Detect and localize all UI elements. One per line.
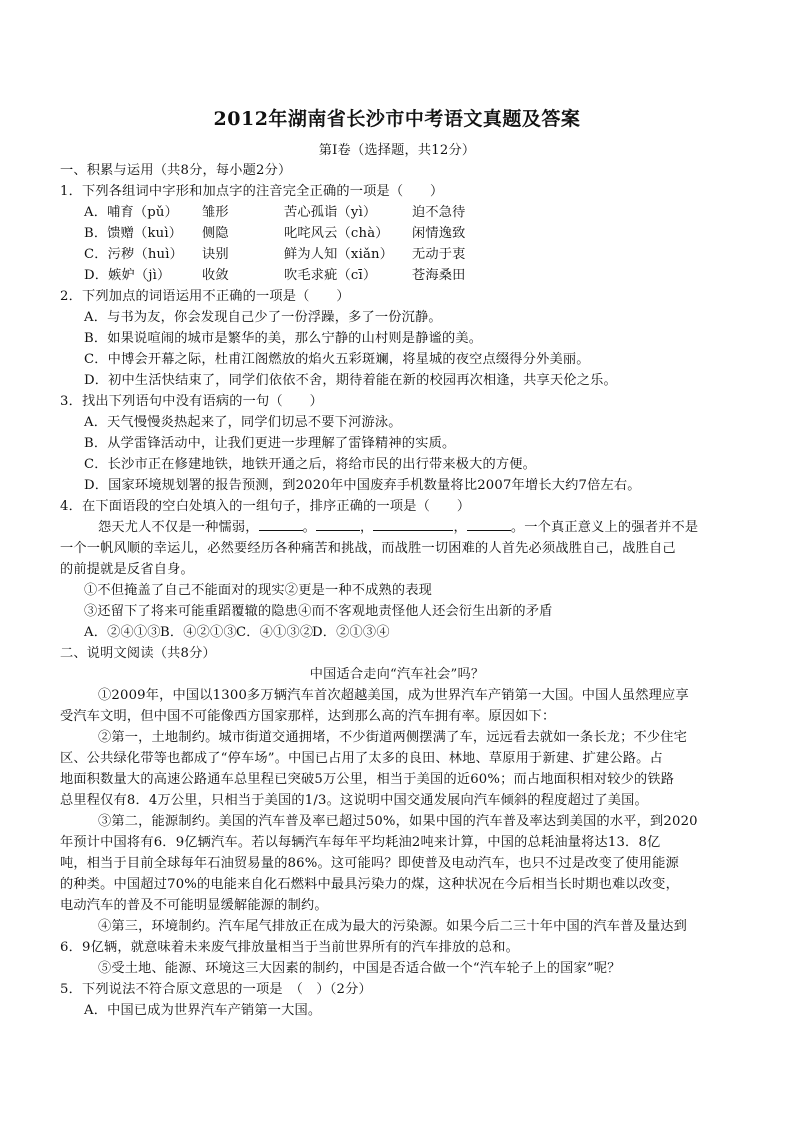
punctuation: ， <box>360 520 374 535</box>
question-1-option-b <box>84 223 466 244</box>
article-line: 总里程仅有8．4万公里，只相当于美国的1/3。这说明中国交通发展向汽车倾斜的程度超过了美国。 <box>60 793 648 808</box>
option-term: 叱咤风云（chà） <box>284 226 389 241</box>
answer-c: C．④①③② <box>236 625 314 640</box>
question-4-paragraph-line-3: 的前提就是反省自身。 <box>60 562 194 577</box>
question-4-choices-2: ③还留下了将来可能重蹈覆辙的隐患④而不客观地责怪他人还会衍生出新的矛盾 <box>84 604 553 619</box>
volume-header: 第Ⅰ卷（选择题，共12分） <box>318 143 476 158</box>
question-4-paragraph-line-1 <box>98 517 698 538</box>
article-line: 电动汽车的普及不可能明显缓解能源的制约。 <box>60 898 328 913</box>
question-3-option-d: D．国家环境规划署的报告预测，到2020年中国废弃手机数量将比2007年增长大约7倍左右。 <box>84 478 641 493</box>
blank-3 <box>373 518 453 531</box>
question-3-option-a: A．天气慢慢炎热起来了，同学们切忌不要下河游泳。 <box>84 415 402 430</box>
option-term: 闲情逸致 <box>412 226 466 241</box>
section-2-header: 二、说明文阅读（共8分） <box>60 646 216 661</box>
question-5-option-a: A．中国已成为世界汽车产销第一大国。 <box>84 1003 322 1018</box>
option-term: 雏形 <box>202 205 229 220</box>
option-term: 鲜为人知（xiǎn） <box>284 247 394 262</box>
page-title: 2012年湖南省长沙市中考语文真题及答案 <box>213 108 581 130</box>
article-line: 吨，相当于目前全球每年石油贸易量的86%。这可能吗？即使普及电动汽车，也只不过是改变了使用能源 <box>60 856 679 871</box>
question-4-choices-1: ①不但掩盖了自己不能面对的现实②更是一种不成熟的表现 <box>84 583 433 598</box>
article-line: ⑤受土地、能源、环境这三大因素的制约，中国是否适合做一个“汽车轮子上的国家”呢？ <box>98 961 621 976</box>
question-2-stem: 2．下列加点的词语运用不正确的一项是（ ） <box>60 289 350 304</box>
article-line: 的种类。中国超过70%的电能来自化石燃料中最具污染力的煤，这种状况在今后相当长时期也难以改变， <box>60 877 679 892</box>
article-line: 年预计中国将有6．9亿辆汽车。若以每辆汽车每年平均耗油2吨来计算，中国的总耗油量将达13．8亿 <box>60 835 661 850</box>
question-3-option-b: B．从学雷锋活动中，让我们更进一步理解了雷锋精神的实质。 <box>84 436 456 451</box>
paragraph-text: 怨天尤人不仅是一种懦弱， <box>98 520 259 535</box>
answer-d: D．②①③④ <box>312 625 390 640</box>
option-term: D．嫉妒（jì） <box>84 268 171 283</box>
option-term: 苦心孤诣（yì） <box>284 205 377 220</box>
question-4-stem: 4．在下面语段的空白处填入的一组句子，排序正确的一项是（ ） <box>60 499 471 514</box>
question-1-stem: 1．下列各组词中字形和加点字的注音完全正确的一项是（ ） <box>60 184 444 199</box>
option-term: 无动于衷 <box>412 247 466 262</box>
option-term: C．污秽（huì） <box>84 247 184 262</box>
article-line: 6．9亿辆，就意味着未来废气排放量相当于当前世界所有的汽车排放的总和。 <box>60 940 519 955</box>
option-term: 收敛 <box>202 268 229 283</box>
article-line: ④第三，环境制约。汽车尾气排放正在成为最大的污染源。如果今后二三十年中国的汽车普及量达到 <box>98 919 688 934</box>
article-line: ③第二，能源制约。美国的汽车普及率已超过50%，如果中国的汽车普及率达到美国的水平，到2020 <box>98 814 698 829</box>
article-line: ①2009年，中国以1300多万辆汽车首次超越美国，成为世界汽车产销第一大国。中国人虽然理应享 <box>98 688 689 703</box>
article-line: 受汽车文明，但中国不可能像西方国家那样，达到那么高的汽车拥有率。原因如下： <box>60 709 556 724</box>
question-2-option-d: D．初中生活快结束了，同学们依依不舍，期待着能在新的校园再次相逢，共享天伦之乐。 <box>84 373 617 388</box>
option-term: B．馈赠（kuì） <box>84 226 183 241</box>
section-1-header: 一、积累与运用（共8分，每小题2分） <box>60 163 292 178</box>
article-title: 中国适合走向“汽车社会”吗？ <box>309 667 485 682</box>
question-5-stem: 5．下列说法不符合原文意思的一项是 （ ）（2分） <box>60 982 372 997</box>
option-term: 侧隐 <box>202 226 229 241</box>
answer-a: A．②④①③ <box>84 625 161 640</box>
article-line: ②第一，土地制约。城市街道交通拥堵，不少街道两侧摆满了车，远远看去就如一条长龙；不少住宅 <box>98 730 688 745</box>
question-4-paragraph-line-2: 一个一帆风顺的幸运儿，必然要经历各种痛苦和挑战，而战胜一切困难的人首先必须战胜自己，战胜自己 <box>60 541 676 556</box>
article-line: 区、公共绿化带等也都成了“停车场”。中国已占用了太多的良田、林地、草原用于新建、扩建公路。占 <box>60 751 663 766</box>
question-2-option-b: B．如果说喧闹的城市是繁华的美，那么宁静的山村则是静谧的美。 <box>84 331 483 346</box>
question-3-option-c: C．长沙市正在修建地铁，地铁开通之后，将给市民的出行带来极大的方便。 <box>84 457 537 472</box>
paragraph-text: 。一个真正意义上的强者并不是 <box>510 520 699 535</box>
blank-2 <box>316 518 360 531</box>
option-term: A．哺育（pǔ） <box>84 205 178 220</box>
blank-4 <box>467 518 511 531</box>
question-1-option-a <box>84 202 466 223</box>
article-line: 地面积数量大的高速公路通车总里程已突破5万公里，相当于美国的近60%；而占地面积相对较少的铁路 <box>60 772 675 787</box>
option-term: 迫不急待 <box>412 205 466 220</box>
option-term: 吹毛求疵（cī） <box>284 268 377 283</box>
question-1-option-d <box>84 265 466 286</box>
answer-b: B．④②①③ <box>160 625 237 640</box>
punctuation: ， <box>453 520 467 535</box>
option-term: 诀别 <box>202 247 229 262</box>
question-1-option-c <box>84 244 466 265</box>
blank-1 <box>259 518 303 531</box>
option-term: 苍海桑田 <box>412 268 466 283</box>
question-3-stem: 3．找出下列语句中没有语病的一句（ ） <box>60 394 323 409</box>
punctuation: 。 <box>302 520 317 535</box>
question-2-option-c: C．中博会开幕之际，杜甫江阁燃放的焰火五彩斑斓，将星城的夜空点缀得分外美丽。 <box>84 352 590 367</box>
question-4-answers <box>84 622 390 643</box>
question-2-option-a: A．与书为友，你会发现自己少了一份浮躁，多了一份沉静。 <box>84 310 442 325</box>
